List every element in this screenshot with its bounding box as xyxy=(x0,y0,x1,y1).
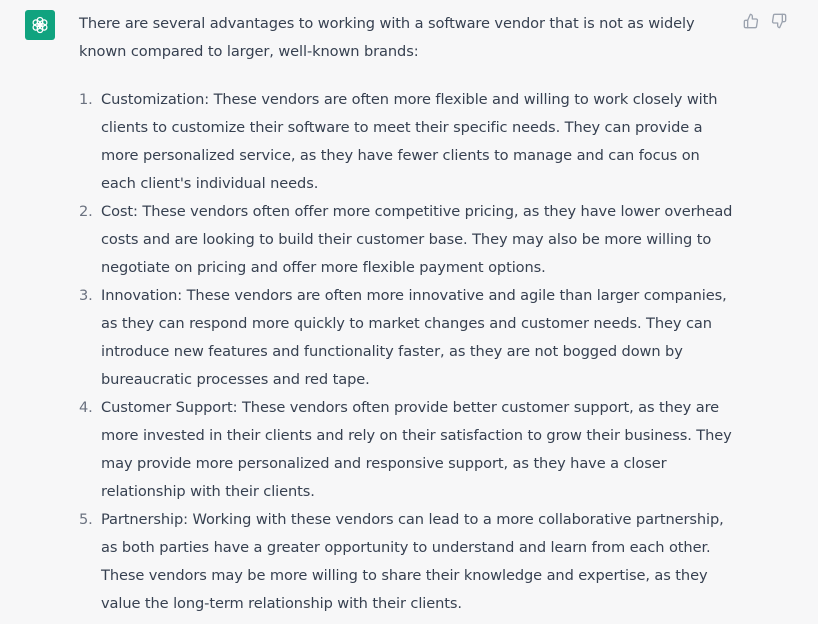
list-item xyxy=(79,198,739,282)
list-item xyxy=(79,86,739,198)
list-item-number: 5. xyxy=(79,511,93,528)
list-item-text: Customer Support: These vendors often provide better customer support, as they are more invested in their clients and rely on their satisfaction to grow their business. They may provide more personalized and responsive support, as they have a closer relationship with their clients. xyxy=(101,399,732,500)
list-item-text: Partnership: Working with these vendors can lead to a more collaborative partnership, as both parties have a greater opportunity to understand and learn from each other. These vendors may be more willing to share their knowledge and expertise, as they value the long-term relationship with their clients. xyxy=(101,511,724,612)
message-intro: There are several advantages to working with a software vendor that is not as widely known compared to larger, well-known brands: xyxy=(79,15,695,60)
openai-logo-icon xyxy=(30,15,50,35)
dislike-button[interactable] xyxy=(770,12,788,30)
list-item-text: Customization: These vendors are often more flexible and willing to work closely with clients to customize their software to meet their specific needs. They can provide a more personalized service, as they have fewer clients to manage and can focus on each client's individual needs. xyxy=(101,91,718,192)
thumbs-up-icon xyxy=(743,13,759,29)
advantages-list xyxy=(79,86,739,618)
list-item xyxy=(79,282,739,394)
avatar xyxy=(25,10,55,40)
list-item xyxy=(79,506,739,618)
thumbs-down-icon xyxy=(771,13,787,29)
list-item-number: 2. xyxy=(79,203,93,220)
message-content xyxy=(79,10,739,618)
list-item-text: Cost: These vendors often offer more competitive pricing, as they have lower overhead costs and are looking to build their customer base. They may also be more willing to negotiate on pricing and offer more flexible payment options. xyxy=(101,203,733,276)
list-item-text: Innovation: These vendors are often more innovative and agile than larger companies, as they can respond more quickly to market changes and customer needs. They can introduce new features and functionality faster, as they are not bogged down by bureaucratic processes and red tape. xyxy=(101,287,727,388)
like-button[interactable] xyxy=(742,12,760,30)
list-item-number: 1. xyxy=(79,91,93,108)
feedback-buttons xyxy=(742,12,788,30)
list-item-number: 3. xyxy=(79,287,93,304)
list-item xyxy=(79,394,739,506)
list-item-number: 4. xyxy=(79,399,93,416)
